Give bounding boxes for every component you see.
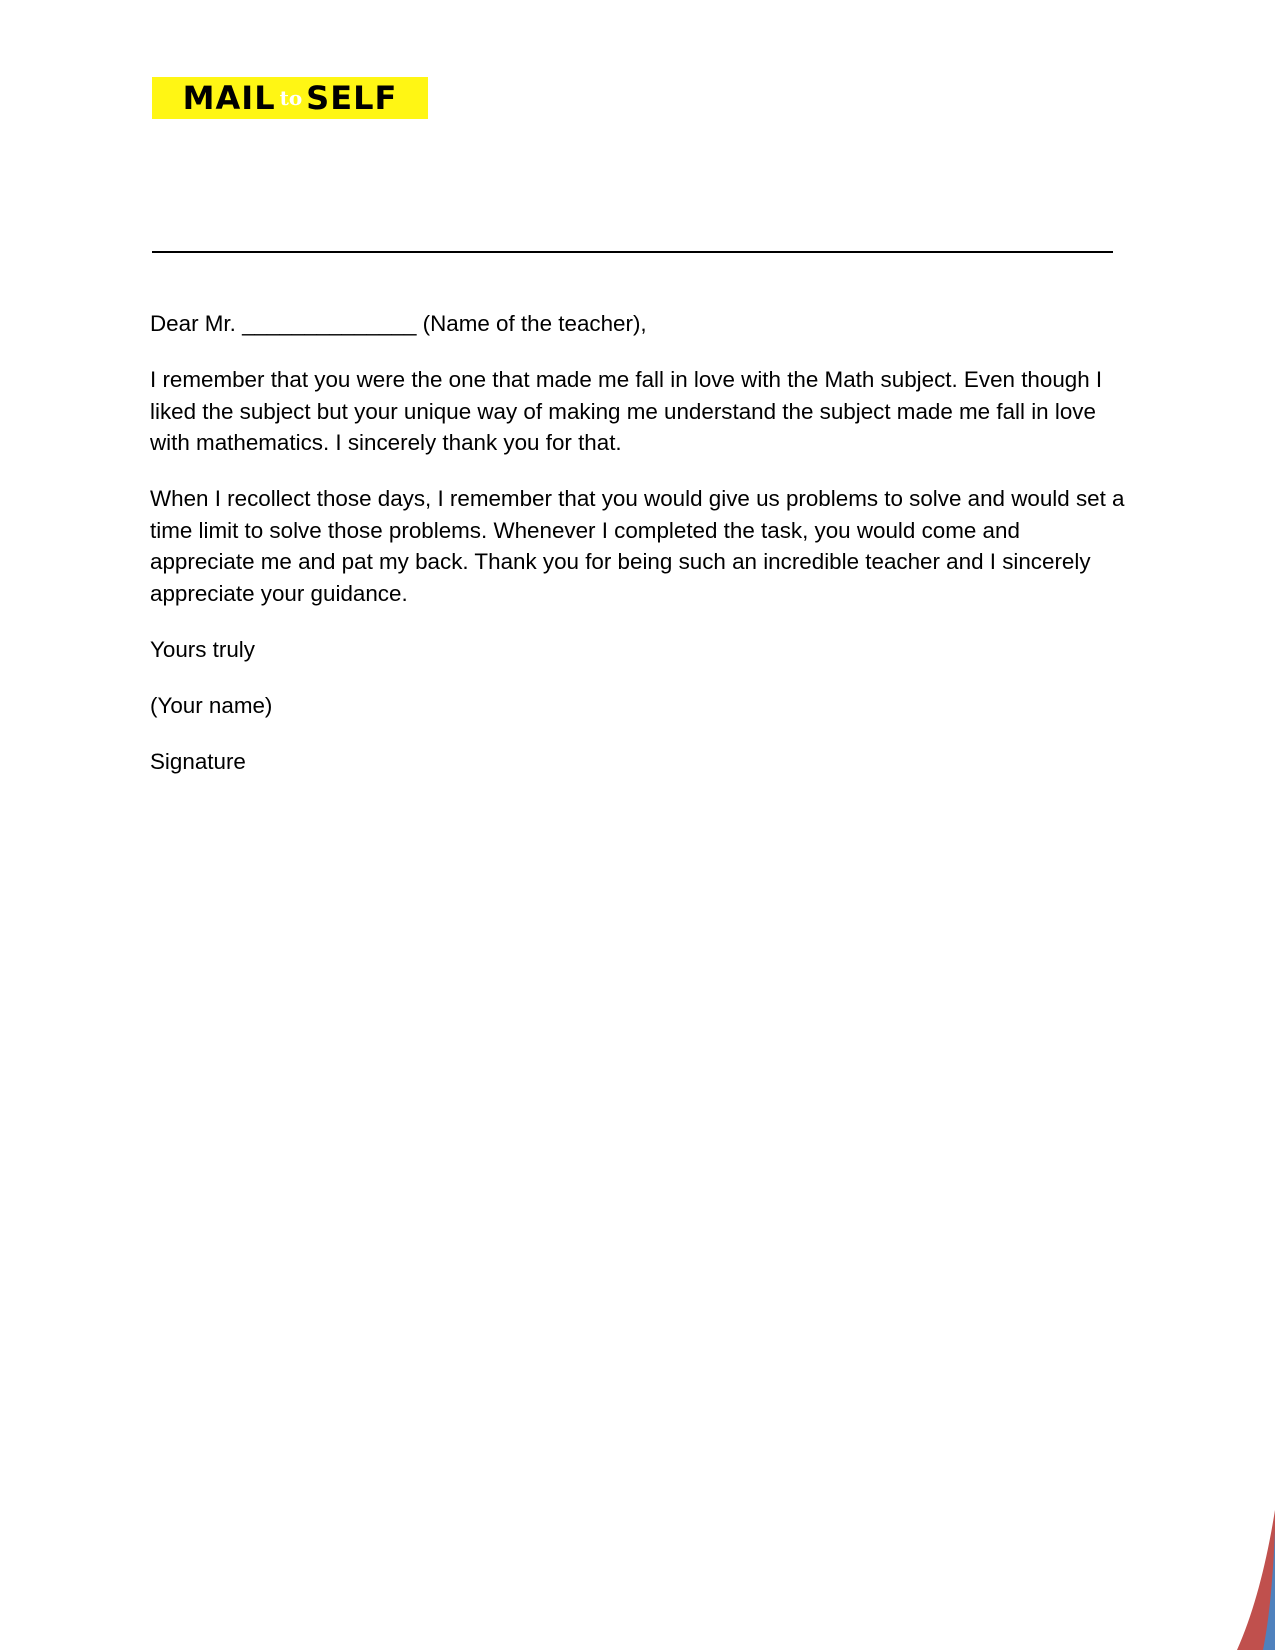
mail-to-self-logo [152, 77, 428, 119]
letter-body [150, 308, 1130, 802]
signature: Signature [150, 748, 246, 774]
header-divider [152, 251, 1113, 253]
logo-to-text: to [279, 86, 303, 110]
paragraph-2: When I recollect those days, I remember that you would give us problems to solve and would set a time limit to solve those problems. Whenever I completed the task, you would come and appreciate me and pat my back. Thank you for being such an incredible teacher and I sincerely appreciate your guidance. [150, 486, 1125, 606]
corner-decoration [1215, 1510, 1275, 1650]
logo-text-right: SELF [306, 79, 398, 117]
sender-name: (Your name) [150, 692, 273, 718]
salutation: Dear Mr. ______________ (Name of the teacher), [150, 311, 647, 336]
paragraph-1: I remember that you were the one that made me fall in love with the Math subject. Even though I liked the subject but your unique way of making me understand the subject made me fall in love with mathematics. I sincerely thank you for that. [150, 367, 1103, 455]
closing: Yours truly [150, 636, 255, 662]
logo-text-left: MAIL [182, 79, 276, 117]
